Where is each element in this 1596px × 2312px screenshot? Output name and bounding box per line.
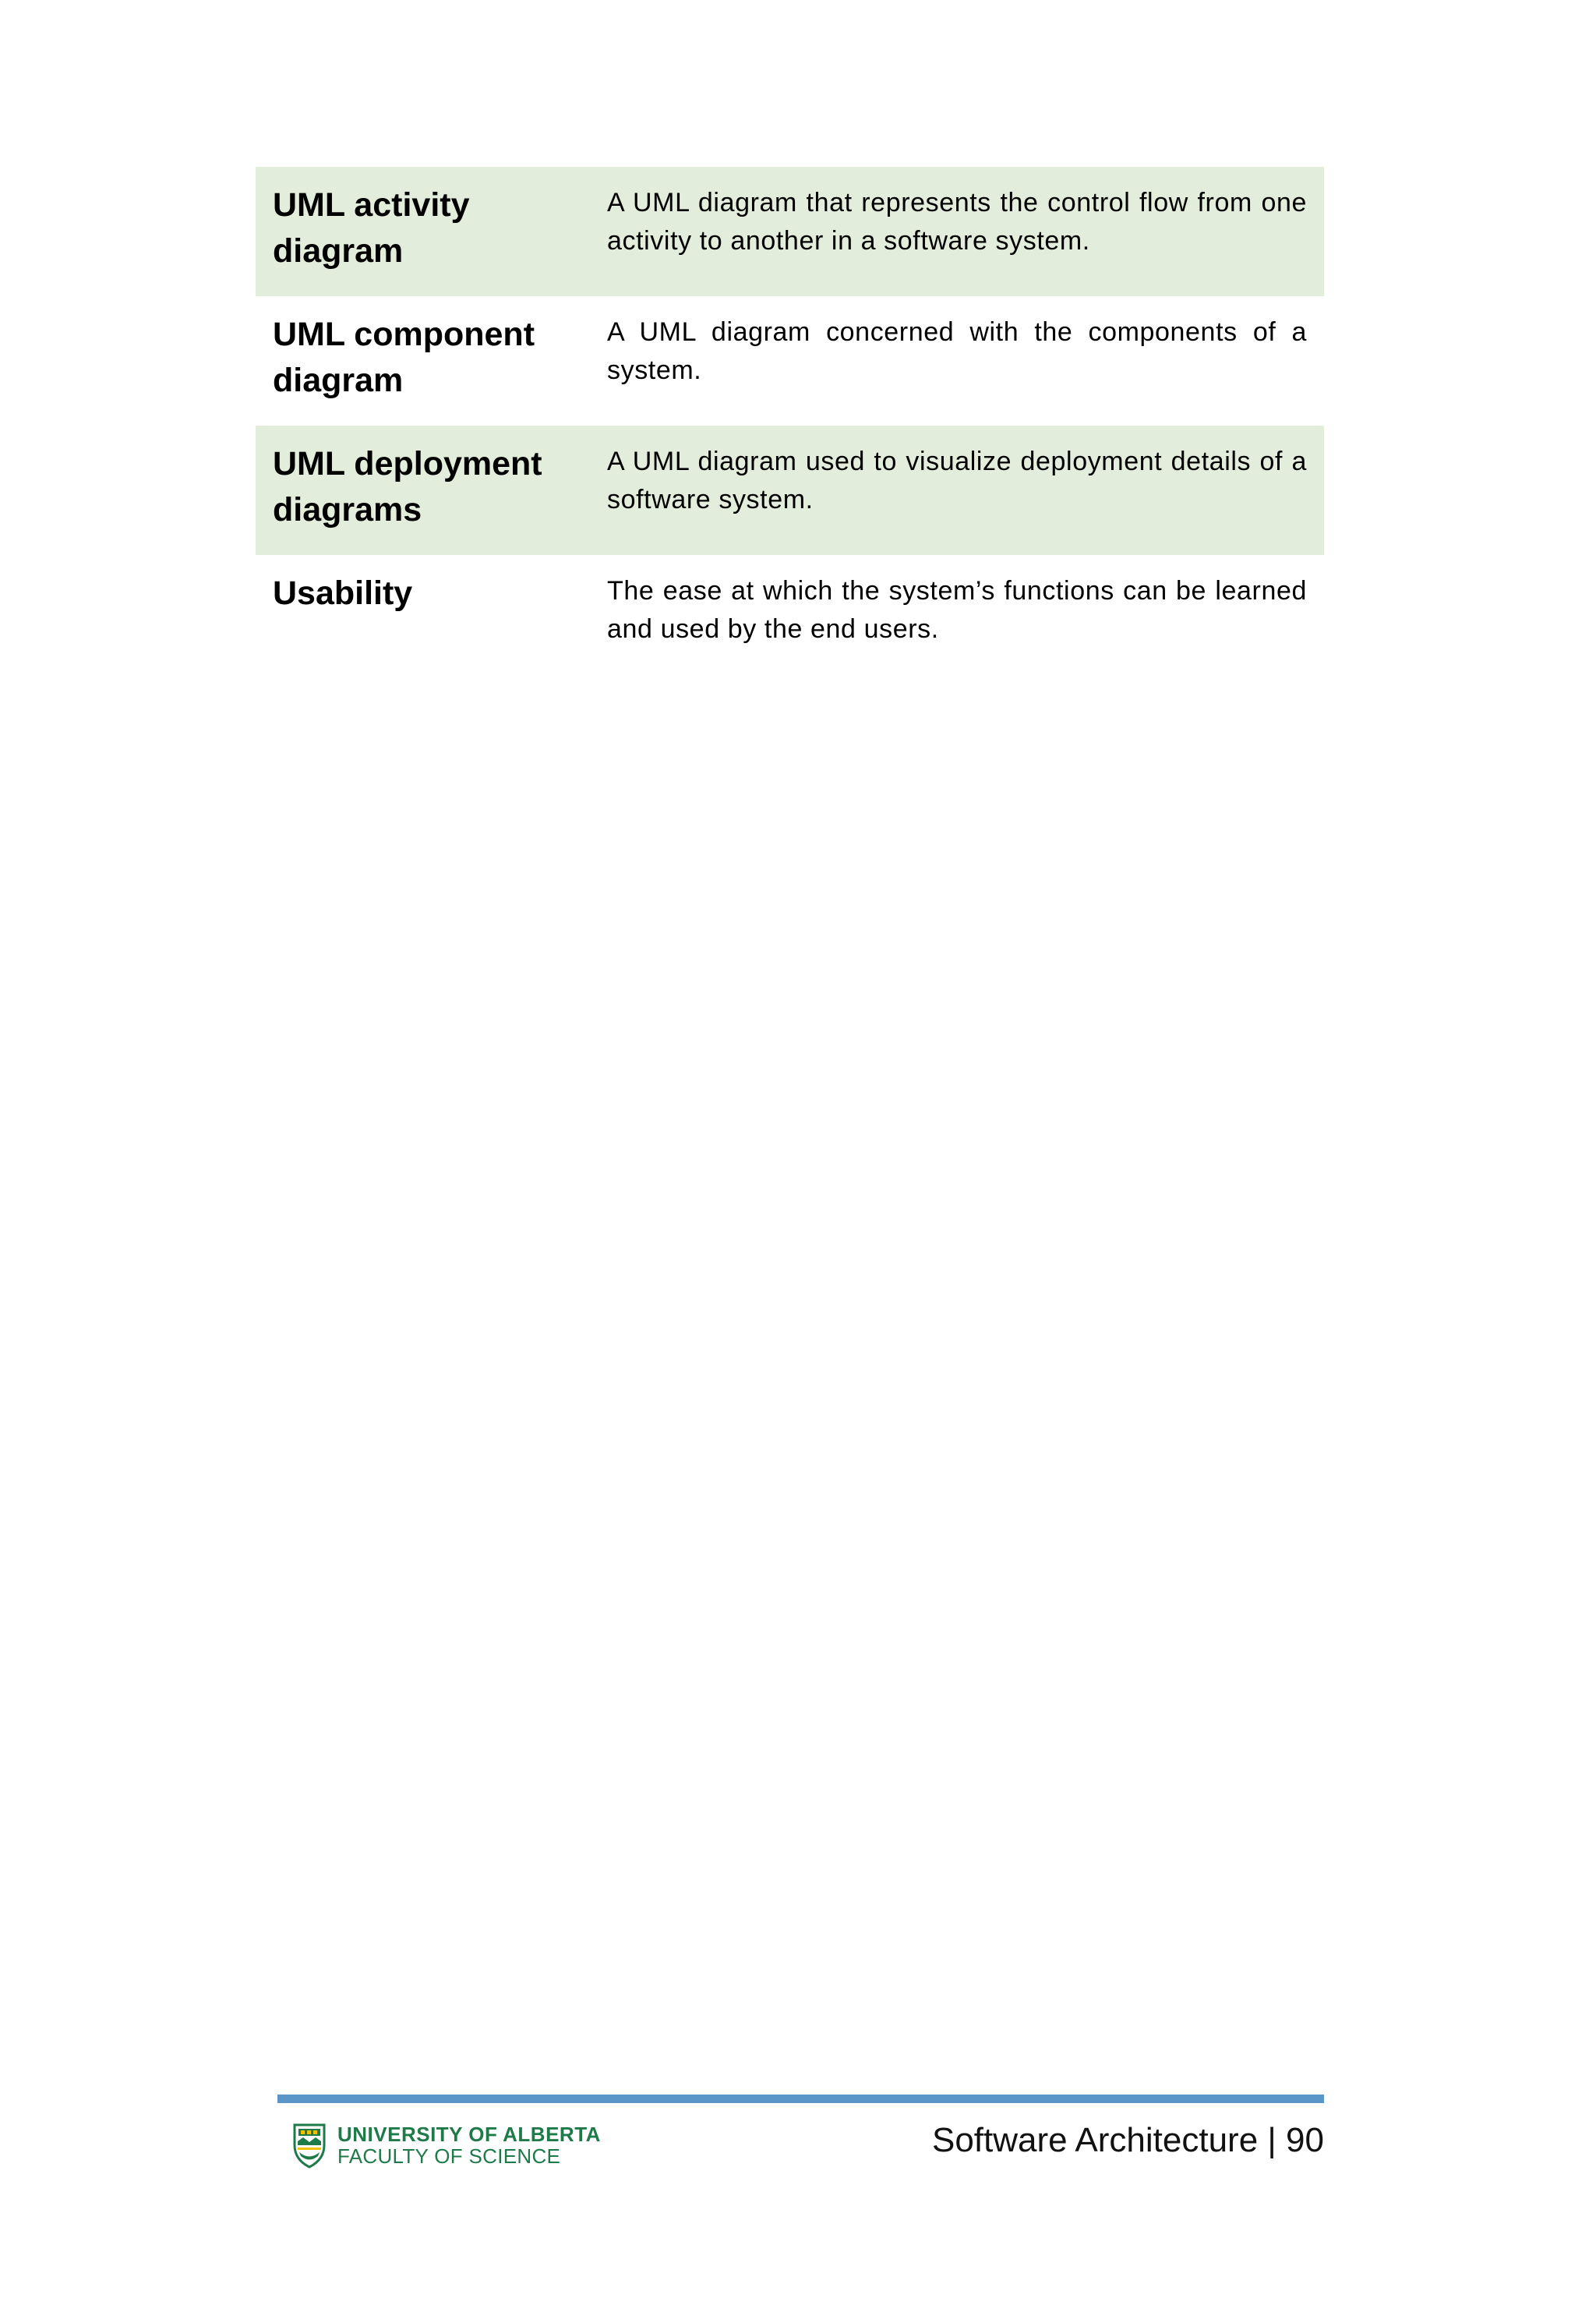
glossary-row: [256, 555, 1324, 684]
glossary-row: [256, 167, 1324, 296]
footer-rule: [277, 2095, 1324, 2103]
glossary-term: UML deployment diagrams: [273, 445, 542, 529]
glossary-term: UML activity diagram: [273, 186, 470, 270]
glossary-table: [256, 167, 1324, 684]
glossary-term: UML component diagram: [273, 316, 535, 399]
university-crest-icon: [292, 2122, 327, 2169]
logo-faculty-name: FACULTY OF SCIENCE: [337, 2144, 561, 2168]
glossary-definition: A UML diagram used to visualize deployment details of a software system.: [607, 447, 1307, 514]
logo-university-name: UNIVERSITY OF ALBERTA: [337, 2123, 601, 2146]
glossary-row: [256, 296, 1324, 426]
university-logo: [292, 2122, 601, 2169]
glossary-term: Usability: [273, 574, 413, 612]
page-footer-label: Software Architecture | 90: [931, 2121, 1324, 2159]
glossary-definition: The ease at which the system’s functions can be learned and used by the end users.: [607, 576, 1307, 644]
glossary-row: [256, 426, 1324, 555]
glossary-definition: A UML diagram concerned with the components of a system.: [607, 317, 1307, 385]
glossary-definition: A UML diagram that represents the control flow from one activity to another in a software system.: [607, 188, 1307, 256]
